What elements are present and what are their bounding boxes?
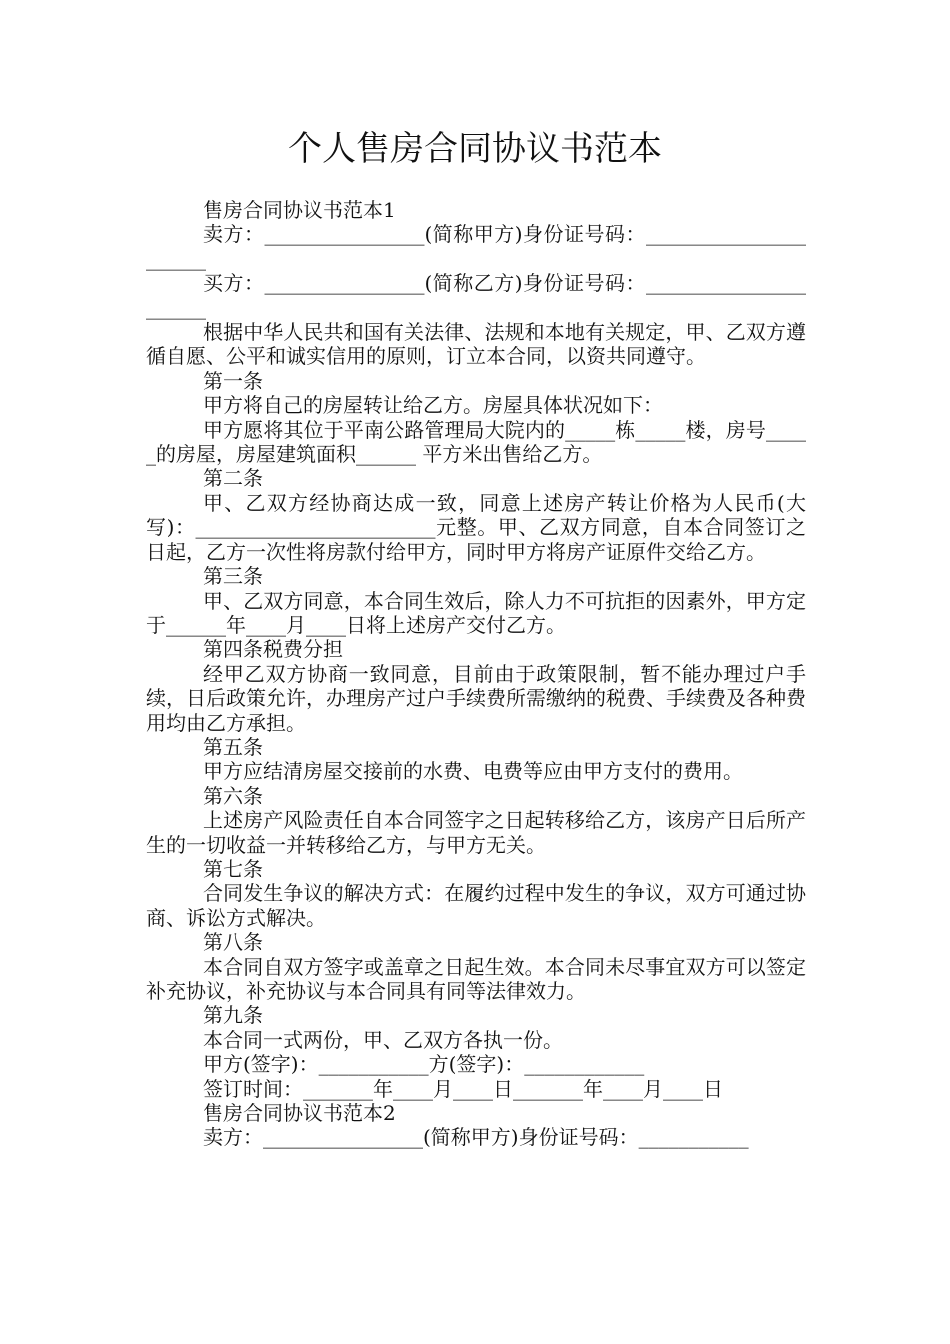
signing-date-line: 签订时间：_______年____月____日_______年____月____日 [203,1076,723,1101]
signature-line: 甲方(签字)：___________方(签字)：____________ [203,1052,645,1077]
article-5-text: 甲方应结清房屋交接前的水费、电费等应由甲方支付的费用。 [203,759,743,784]
article-9-text: 本合同一式两份，甲、乙双方各执一份。 [203,1027,563,1052]
document-body [146,198,806,1150]
article-9-heading: 第九条 [203,1003,263,1028]
article-1-text-a: 甲方将自己的房屋转让给乙方。房屋具体状况如下： [203,393,663,418]
paragraph-seller: 卖方：________________(简称甲方)身份证号码：______________________ [146,222,806,271]
paragraph-heading-sample-1: 售房合同协议书范本1 [203,198,396,222]
article-1-text-b: 甲方愿将其位于平南公路管理局大院内的_____栋_____楼，房号_____的房屋，房屋建筑面积______ 平方米出售给乙方。 [146,417,806,467]
article-3-heading: 第三条 [203,564,263,589]
article-3-text: 甲、乙双方同意，本合同生效后，除人力不可抗拒的因素外，甲方定于______年____月____日将上述房产交付乙方。 [146,588,806,637]
article-6-heading: 第六条 [203,783,263,808]
paragraph-heading-sample-2: 售房合同协议书范本2 [203,1101,396,1126]
document-title: 个人售房合同协议书范本 [288,129,662,169]
article-2-heading: 第二条 [203,466,263,491]
article-1-heading: 第一条 [203,368,263,393]
article-2-text: 甲、乙双方经协商达成一致，同意上述房产转让价格为人民币(大写)：________________________元整。甲、乙双方同意，自本合同签订之日起，乙方一次性将房款付给甲方，同时甲方将房产证原件交给乙方。 [146,490,806,564]
article-6-text: 上述房产风险责任自本合同签字之日起转移给乙方，该房产日后所产生的一切收益一并转移给乙方，与甲方无关。 [146,808,806,857]
paragraph-buyer: 买方：________________(简称乙方)身份证号码：______________________ [146,271,806,320]
article-4-heading: 第四条税费分担 [203,637,343,662]
paragraph-preamble: 根据中华人民共和国有关法律、法规和本地有关规定，甲、乙双方遵循自愿、公平和诚实信用的原则，订立本合同，以资共同遵守。 [146,320,806,369]
paragraph-seller-2: 卖方：________________(简称甲方)身份证号码：___________ [203,1125,749,1150]
article-5-heading: 第五条 [203,734,263,759]
article-4-text: 经甲乙双方协商一致同意，目前由于政策限制，暂不能办理过户手续，日后政策允许，办理房产过户手续费所需缴纳的税费、手续费及各种费用均由乙方承担。 [146,661,806,735]
article-8-text: 本合同自双方签字或盖章之日起生效。本合同未尽事宜双方可以签定补充协议，补充协议与本合同具有同等法律效力。 [146,954,806,1003]
article-7-heading: 第七条 [203,856,263,881]
article-8-heading: 第八条 [203,930,263,955]
article-7-text: 合同发生争议的解决方式：在履约过程中发生的争议，双方可通过协商、诉讼方式解决。 [146,881,806,930]
